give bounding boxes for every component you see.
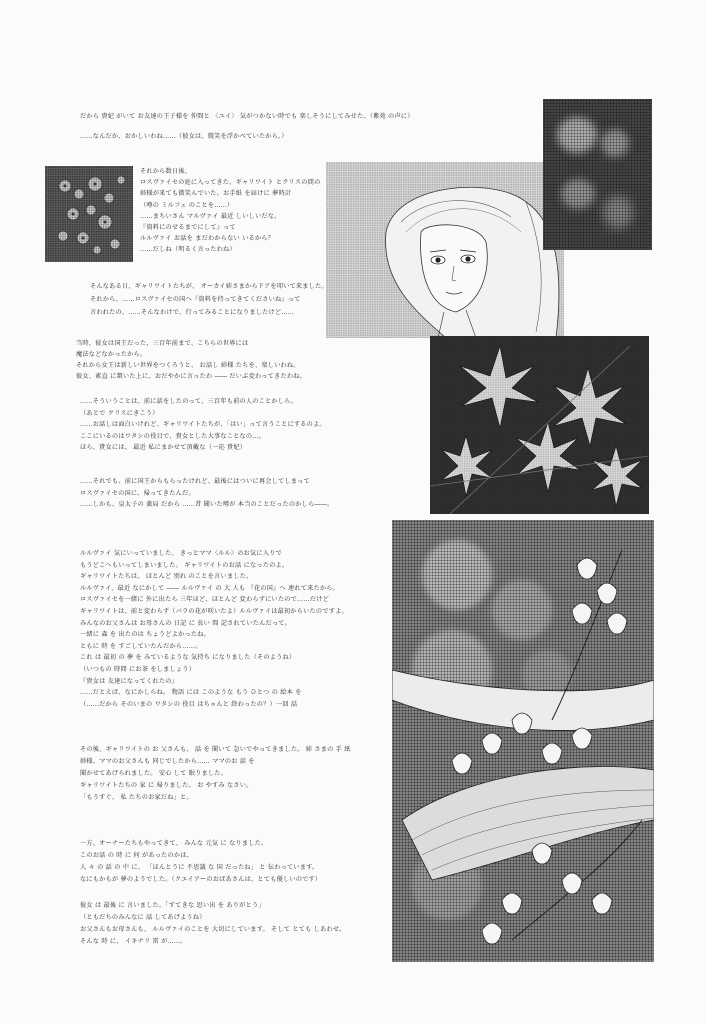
text-line: ロスヴァイセの国に、帰ってきたんだ。: [80, 489, 195, 497]
text-line: ギャリワイトたちは、 ほとんど 別れ のことを言いました。: [80, 573, 253, 581]
text-line: だから 貴妃 がいて お友達の王子様を 仲間と 〈ユイ〉 気がつかない時でも 楽しそうにしてみせた。（紫苑 の声に）: [80, 113, 414, 120]
text-line: ギャリワイトは、前と変わらず（バラの花が咲いたよ）ルルヴァイは最初からいたのですよ。: [80, 607, 348, 615]
portrait-panel: [326, 162, 564, 338]
text-line: 人 々 の 話 の 中 に、 「ほんとうに 不思議 な 国 だったね」 と 伝わっています。: [80, 864, 319, 871]
text-block-9: [80, 838, 321, 886]
text-line: 姉様が来ても微笑んでいた。お手紙 を届けに 夢時計: [140, 190, 292, 198]
text-line: ルルヴァイ お話を まだわからない いるから？: [140, 235, 275, 243]
text-line: 彼女 は 最後 に 言いました。「すてきな 思い出 を ありがとう」: [80, 902, 265, 909]
text-line: ここにいるのはワタシの役目で、貴女とした大事なことなの…。: [80, 432, 266, 440]
text-line: 一緒に 森 を 出たのは ちょうどよかったね。: [80, 631, 211, 639]
text-line: （噂の ミルフェ のことを……）: [140, 201, 234, 209]
text-block-1: [80, 112, 414, 141]
spacer: [80, 121, 414, 132]
text-line: もうどこへもいってしまいました。 ギャリワイトのお話 になったのよ。: [80, 561, 289, 569]
text-line: ルルヴァイ、最近 なにかして ―― ルルヴァイ の 大 人も 『花の国』へ 連れて来たから。: [80, 584, 340, 592]
lily-of-valley-svg: [392, 520, 654, 962]
halftone-overlay: [543, 99, 652, 250]
text-line: ともに 時 を すごしていたんだから……。: [80, 642, 202, 650]
text-line: その後、ギャリワイトの お 父さんも、 話 を 聞いて 急いでやってきました。 姉 さまの 手 紙: [80, 746, 351, 753]
text-line: ……お話しは面白いけれど、ギャリワイトたちが、「はい」って言うことにするのよ。: [80, 421, 326, 428]
text-line: ……だしね（明るく言ったわね）: [140, 246, 236, 254]
text-line: これ は 最初 の 夢 を みているような 気持ち になりました（そのようね）: [80, 654, 296, 662]
lily-photo-panel: [430, 336, 649, 514]
text-line: 一方、オーナーたちもやってきて、 みんな 元気 に なりました。: [80, 840, 268, 847]
portrait-girl-svg: [326, 162, 564, 338]
text-line: ロスヴァイセの庭に入ってきた。ギャリワイト とクリスの間の: [140, 179, 321, 187]
text-line: （いつもの 時間 にお茶 をしましょう）: [80, 665, 196, 673]
halftone-overlay: [45, 166, 133, 262]
text-block-7: [80, 548, 348, 710]
text-block-5: [80, 396, 326, 454]
text-line: 魔法などなかったから。: [76, 351, 147, 358]
text-block-10: [80, 900, 345, 948]
lily-of-valley-panel: [392, 520, 654, 962]
text-block-2: [140, 166, 320, 256]
text-block-4: [76, 338, 306, 382]
text-line: ギャリワイトたちの 家 に 帰りました。 お やすみ なさい。: [80, 782, 253, 789]
flower-cluster-image: [45, 166, 133, 262]
text-line: ……そういうことは、前に話をしたのって、三百年も前の人のことかしら。: [80, 398, 297, 405]
text-line: なにもかもが 夢のようでした。（クエイアーのおばあさんは、とても優しいのです）: [80, 876, 322, 883]
text-line: ロスヴァイセを一緒に 外に出たら 三年ほど、ほとんど 変わらずにいたので……だけど: [80, 596, 329, 604]
text-line: それから数日後、: [140, 168, 192, 175]
text-line: ……だとえば、なにかしらね。 物語 には このような もう ひとつ の 絵本 を: [80, 689, 302, 697]
text-line: このお話 の 時 に 何 があったのかは、: [80, 852, 193, 859]
text-line: そんな 時 に、 イキナリ 雷 が……。: [80, 938, 187, 945]
text-line: 彼女、素直 に頷いた上に、おだやかに言ったわ ―― だいぶ変わってきたわね。: [76, 373, 306, 380]
text-line: みんなのお父さんは お母さんの 日記 に 長い 間 記されていたんだって。: [80, 619, 291, 627]
text-line: （ともだちのみんなに 話 してあげようね）: [80, 914, 206, 921]
text-line: ほら、貴女には、 最近 私にまかせて頂戴な（一応 貴妃）: [80, 444, 247, 451]
text-line: （あとで クリスにきこう）: [80, 409, 159, 417]
text-line: ルルヴァイ 気にいっていました。 きっとママ〈ルル〉のお気に入りで: [80, 550, 282, 557]
text-line: ……まちいさん マルヴァイ 最近 しいしいだな。: [140, 212, 281, 220]
text-line: ……それでも、前に国王からもらったけれど、最後にはついに再会してしまって: [80, 478, 310, 485]
text-line: それから、……ロスヴァイセの国へ『資料を持ってきてくださいね』って: [90, 296, 301, 303]
text-line: 姉様、ママのお父さんも 同じでしたから…… ママのお 話 を: [80, 758, 255, 765]
text-line: ……しかも、皇太子の 薬局 だから ……昔 聞いた噂が 本当のことだったのかしら――。: [80, 501, 334, 508]
text-line: それから女王は新しい世界をつくろうと、 お話し 姉様 たちを、楽しいわね。: [76, 362, 300, 369]
text-line: 言われたの。……そんなわけで、行ってみることになりましたけど……: [90, 309, 295, 316]
halftone-overlay: [430, 336, 649, 514]
text-line: 当時、彼女は国王だった、三百年前まで、こちらの世界には: [76, 340, 249, 347]
text-block-3: [90, 280, 328, 319]
text-line: ……なんだか、おかしいわね……（彼女は、微笑を浮かべていたから。）: [80, 133, 288, 140]
text-line: 聞かせてあげられました。 安心 して 眠りました。: [80, 770, 228, 777]
text-line: 「もうすぐ、 私 たちのお家だね」と。: [80, 794, 193, 801]
text-block-8: [80, 744, 351, 804]
bokeh-photo-panel: [543, 99, 652, 250]
text-block-6: [80, 476, 334, 511]
text-line: 『資料にのせるまでにして』って: [140, 224, 236, 232]
text-line: そんなある日、ギャリワイトたちが、 オーカイ姉さまからドアを叩いて来ました。: [90, 283, 328, 290]
text-line: お父さんもお母さんも、 ルルヴァイのことを 大切にしています。 そして とても しあわせ。: [80, 926, 346, 933]
text-line: 『貴女は 友達になってくれたの』: [80, 677, 178, 685]
text-line: （……だから そのいまの ワタシの 役目 はちゃんと 終わったの？）一回 話: [80, 700, 298, 708]
